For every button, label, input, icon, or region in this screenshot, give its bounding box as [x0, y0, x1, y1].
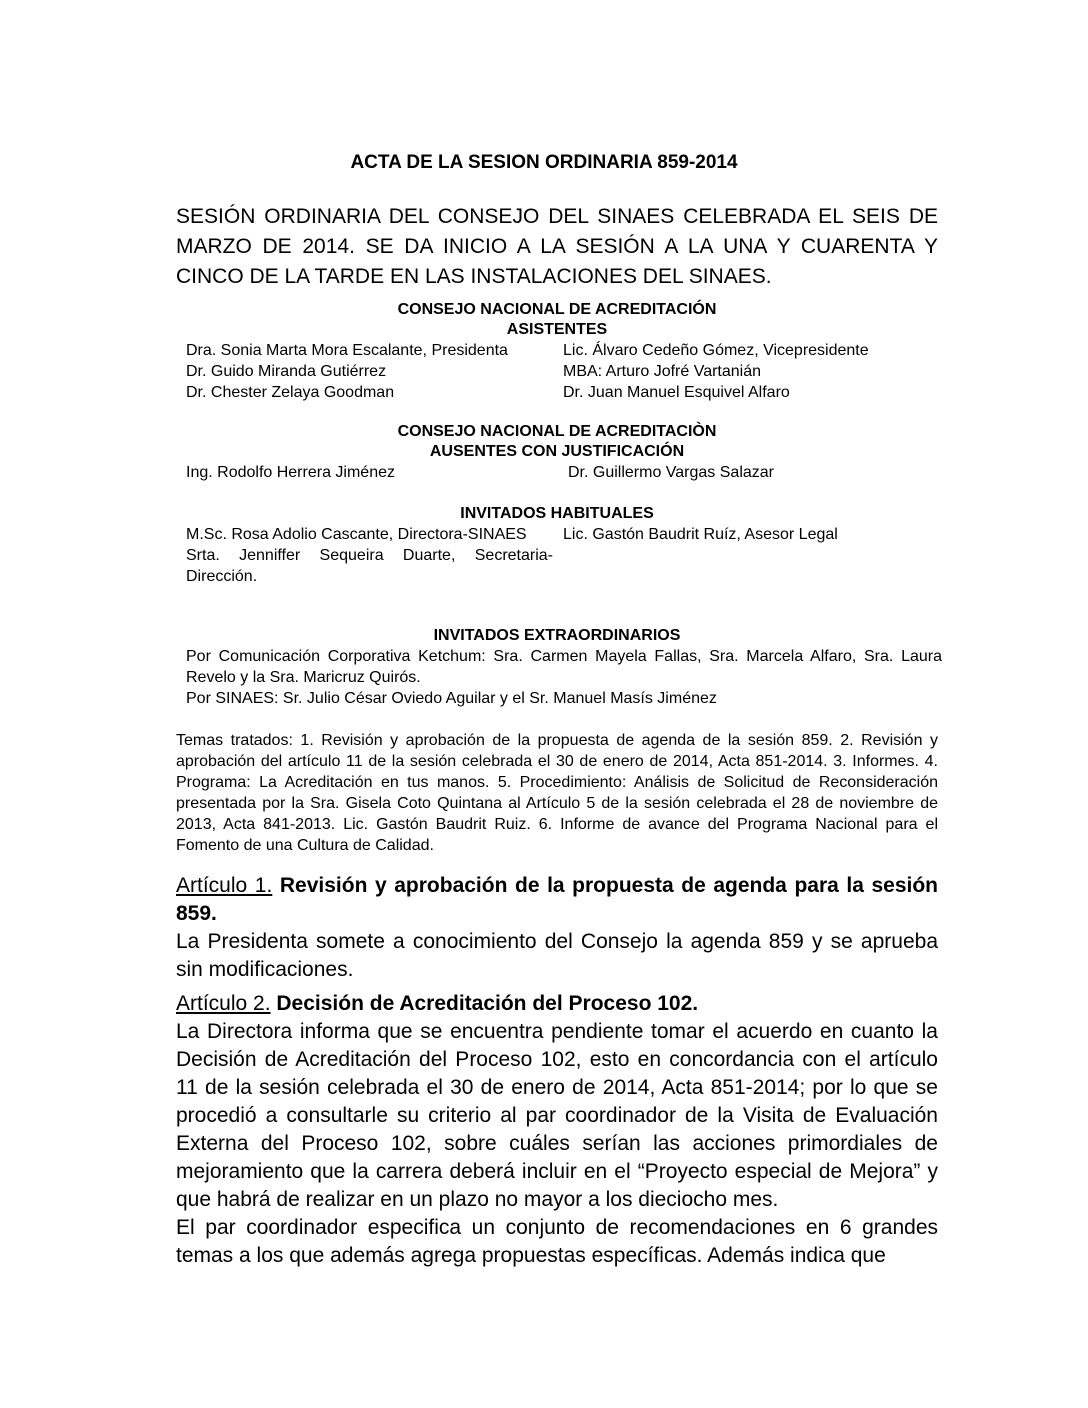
- absentee: Dr. Guillermo Vargas Salazar: [568, 464, 774, 481]
- extraordinarios-line: Por Comunicación Corporativa Ketchum: Sra. Carmen Mayela Fallas, Sra. Marcela Alfaro, Sra. Laura Revelo y la Sra. Maricruz Quirós.: [186, 648, 942, 686]
- articulo-2-title: Decisión de Acreditación del Proceso 102.: [276, 992, 699, 1015]
- attendee: Lic. Álvaro Cedeño Gómez, Vicepresidente: [563, 342, 869, 359]
- articulo-2-paragraph: El par coordinador especifica un conjunto de recomendaciones en 6 grandes temas a los que además agrega propuestas específicas. Además indica que: [176, 1216, 938, 1267]
- asistentes-section: [176, 300, 938, 403]
- guest: Srta. Jenniffer Sequeira Duarte, Secretaria-Dirección.: [186, 547, 553, 585]
- articulo-1-label: Artículo 1.: [176, 874, 273, 897]
- attendee: Dr. Guido Miranda Gutiérrez: [186, 363, 387, 380]
- ausentes-heading-council: CONSEJO NACIONAL DE ACREDITACIÒN: [397, 423, 717, 440]
- guest: Lic. Gastón Baudrit Ruíz, Asesor Legal: [563, 526, 838, 543]
- habituales-heading: INVITADOS HABITUALES: [460, 505, 654, 522]
- habituales-list: [186, 524, 938, 587]
- articulo-2-paragraph: La Directora informa que se encuentra pendiente tomar el acuerdo en cuanto la Decisión de Acreditación del Proceso 102, esto en concordancia con el artículo 11 de la sesión celebrada el 30 de enero de 2014, Acta 851-2014; por lo que se procedió a consultarle su criterio al par coordinador de la Visita de Evaluación Externa del Proceso 102, sobre cuáles serían las acciones primordiales de mejoramiento que la carrera deberá incluir en el “Proyecto especial de Mejora” y que habrá de realizar en un plazo no mayor a los dieciocho mes.: [176, 1020, 938, 1211]
- ausentes-list: [186, 462, 938, 483]
- ausentes-section: [176, 422, 938, 483]
- attendee: Dr. Juan Manuel Esquivel Alfaro: [563, 384, 790, 401]
- asistentes-list: [186, 340, 938, 403]
- ausentes-heading: AUSENTES CON JUSTIFICACIÓN: [429, 443, 685, 460]
- articulo-2: [176, 990, 938, 1270]
- habituales-section: [176, 504, 938, 587]
- attendee: MBA: Arturo Jofré Vartanián: [563, 363, 762, 380]
- absentee: Ing. Rodolfo Herrera Jiménez: [186, 464, 395, 481]
- asistentes-heading: ASISTENTES: [506, 321, 608, 338]
- articulo-1-body: La Presidenta somete a conocimiento del Consejo la agenda 859 y se aprueba sin modificaciones.: [176, 930, 938, 981]
- document-title: ACTA DE LA SESION ORDINARIA 859-2014: [350, 152, 738, 173]
- temas-tratados: Temas tratados: 1. Revisión y aprobación de la propuesta de agenda de la sesión 859. 2. Revisión y aprobación del artículo 11 de la sesión celebrada el 30 de enero de 2014, Acta 851-2014. 3. Informes. 4. Programa: La Acreditación en tus manos. 5. Procedimiento: Análisis de Solicitud de Reconsideración presentada por la Sra. Gisela Coto Quintana al Artículo 5 de la sesión celebrada el 28 de noviembre de 2013, Acta 841-2013. Lic. Gastón Baudrit Ruiz. 6. Informe de avance del Programa Nacional para el Fomento de una Cultura de Calidad.: [176, 732, 938, 854]
- extraordinarios-heading: INVITADOS EXTRAORDINARIOS: [433, 627, 681, 644]
- session-intro: SESIÓN ORDINARIA DEL CONSEJO DEL SINAES CELEBRADA EL SEIS DE MARZO DE 2014. SE DA INICIO A LA SESIÓN A LA UNA Y CUARENTA Y CINCO DE LA TARDE EN LAS INSTALACIONES DEL SINAES.: [176, 205, 938, 288]
- extraordinarios-section: [176, 626, 942, 709]
- attendee: Dr. Chester Zelaya Goodman: [186, 384, 395, 401]
- extraordinarios-line: Por SINAES: Sr. Julio César Oviedo Aguilar y el Sr. Manuel Masís Jiménez: [186, 690, 717, 707]
- articulo-1: [176, 872, 938, 984]
- habituales-left-column: [186, 524, 553, 587]
- asistentes-heading-council: CONSEJO NACIONAL DE ACREDITACIÓN: [397, 301, 717, 318]
- articulo-2-label: Artículo 2.: [176, 992, 271, 1015]
- guest: M.Sc. Rosa Adolio Cascante, Directora-SINAES: [186, 526, 527, 543]
- articulo-1-title: Revisión y aprobación de la propuesta de agenda para la sesión 859.: [176, 874, 938, 925]
- attendee: Dra. Sonia Marta Mora Escalante, Presidenta: [186, 342, 508, 359]
- articulo-1-heading: [176, 872, 938, 928]
- articulo-2-heading: [176, 990, 938, 1018]
